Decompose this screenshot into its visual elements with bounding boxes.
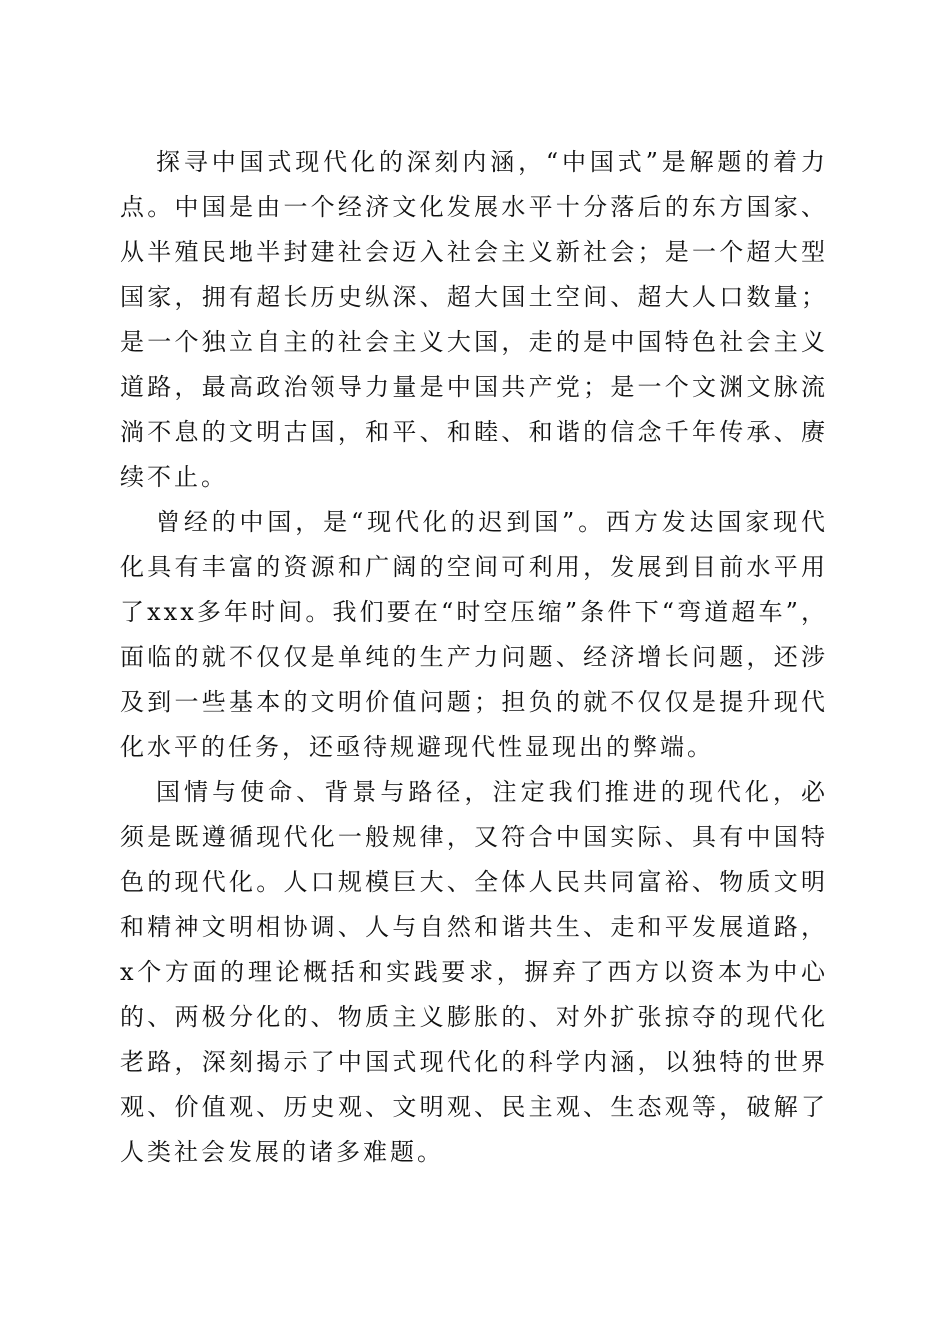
paragraph-2: 曾经的中国，是“现代化的迟到国”。西方发达国家现代化具有丰富的资源和广阔的空间可利用，发展到目前水平用了xxx多年时间。我们要在“时空压缩”条件下“弯道超车”，面临的就不仅仅是单纯的生产力问题、经济增长问题，还涉及到一些基本的文明价值问题；担负的就不仅仅是提升现代化水平的任务，还亟待规避现代性显现出的弊端。 [120, 508, 828, 761]
document-body [120, 140, 828, 1175]
paragraph-3: 国情与使命、背景与路径，注定我们推进的现代化，必须是既遵循现代化一般规律，又符合中国实际、具有中国特色的现代化。人口规模巨大、全体人民共同富裕、物质文明和精神文明相协调、人与自然和谐共生、走和平发展道路，x个方面的理论概括和实践要求，摒弃了西方以资本为中心的、两极分化的、物质主义膨胀的、对外扩张掠夺的现代化老路，深刻揭示了中国式现代化的科学内涵，以独特的世界观、价值观、历史观、文明观、民主观、生态观等，破解了人类社会发展的诸多难题。 [120, 778, 828, 1166]
paragraph-1: 探寻中国式现代化的深刻内涵，“中国式”是解题的着力点。中国是由一个经济文化发展水平十分落后的东方国家、从半殖民地半封建社会迈入社会主义新社会；是一个超大型国家，拥有超长历史纵深、超大国土空间、超大人口数量；是一个独立自主的社会主义大国，走的是中国特色社会主义道路，最高政治领导力量是中国共产党；是一个文渊文脉流淌不息的文明古国，和平、和睦、和谐的信念千年传承、赓续不止。 [120, 148, 828, 491]
